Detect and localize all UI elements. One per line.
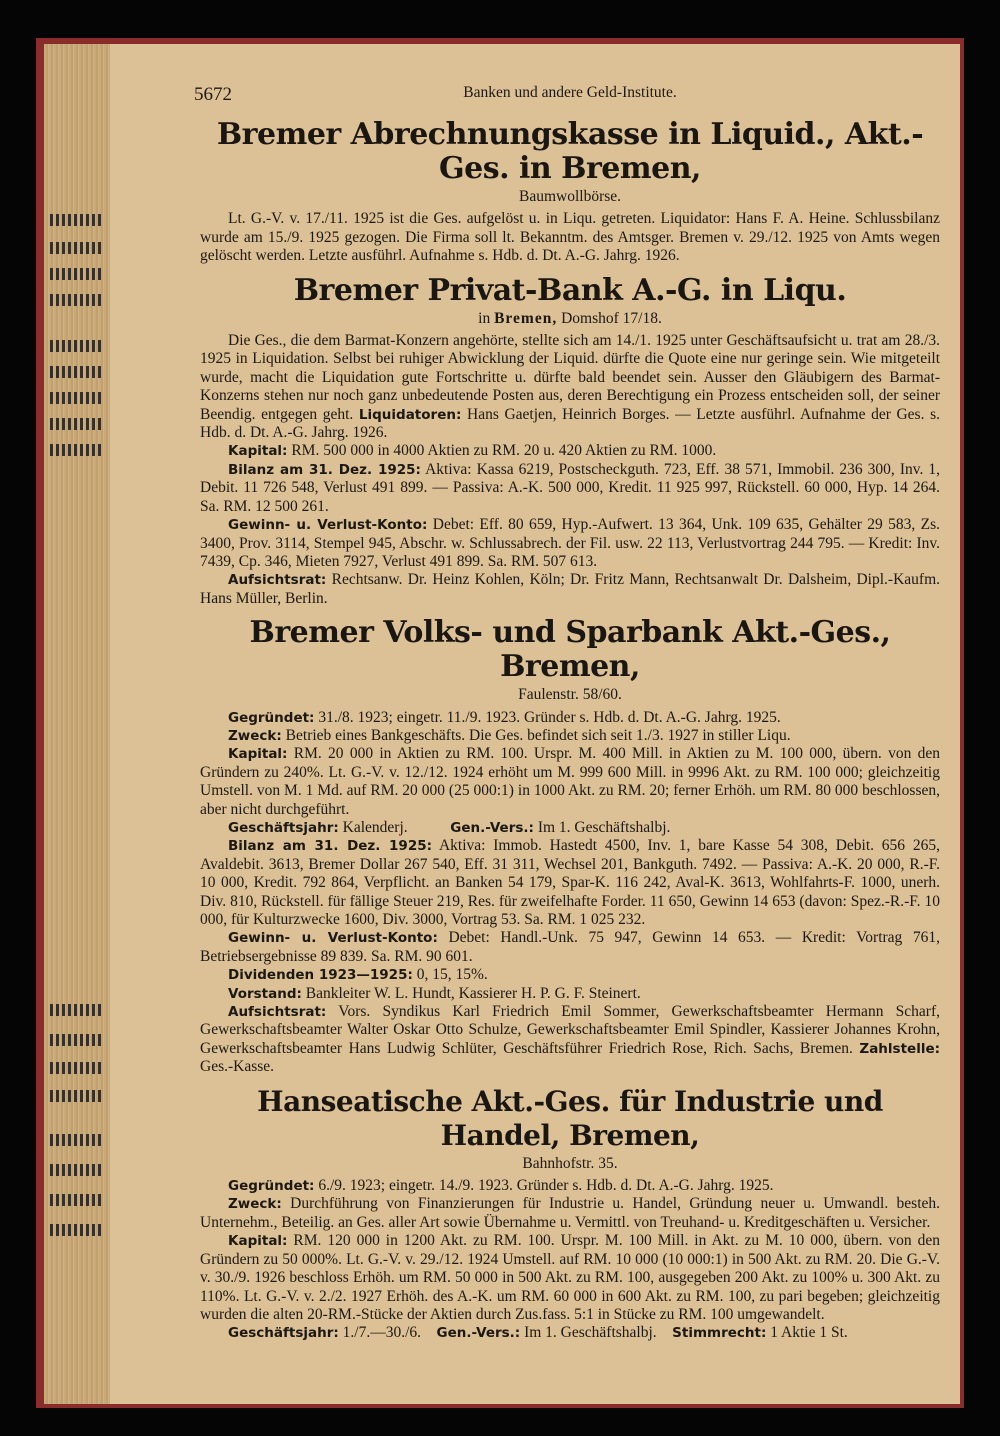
- entry-body: Lt. G.-V. v. 17./11. 1925 ist die Ges. aufgelöst u. in Liqu. getreten. Liquidator: Hans F. A. Heine. Schlussbilanz wurde am 15./9. 1925 gezogen. Die Firma soll lt. Bekanntm. des Amtsger. Bremen v. 29./12. 1925 von Amts wegen gelöscht werden. Letzte ausführl. Aufnahme s. Hdb. d. Dt. A.-G. Jahrg. 1926.: [200, 210, 940, 265]
- capital-text: RM. 20 000 in Aktien zu RM. 100. Urspr. M. 400 Mill. in Aktien zu M. 100 000, übern. von den Gründern zu 240%. Lt. G.-V. v. 12./12. 1924 erhöht um M. 999 600 Mill. in 9996 Akt. zu RM. 100 000; gleichzeitig Umstell. von M. 1 Md. auf RM. 20 000 (25 000:1) in 1000 Akt. zu RM. 20; ferner Erhöh. um RM. 80 000 beschlossen, aber nicht durchgeführt.: [200, 745, 941, 818]
- profit-loss-text: Debet: Handl.-Unk. 75 947, Gewinn 14 653. — Kredit: Vortrag 761, Betriebsergebnisse 89 839. Sa. RM. 90 601.: [200, 929, 941, 965]
- running-head-title: Banken und andere Geld-Institute.: [463, 84, 677, 101]
- entry-paragraph: [200, 745, 940, 819]
- general-meeting-label: Gen.-Vers.:: [450, 819, 534, 836]
- dividends-label: Dividenden 1923—1925:: [228, 967, 413, 984]
- entry-paragraph: [200, 461, 940, 516]
- liquidators-text: Hans Gaetjen, Heinrich Borges. — Letzte ausführl. Aufnahme der Ges. s. Hdb. d. Dt. A.-G. Jahrg. 1926.: [200, 405, 940, 442]
- intro-text: Die Ges., die dem Barmat-Konzern angehörte, stellte sich am 14./1. 1925 unter Geschäftsaufsicht u. trat am 28./3. 1925 in Liquidation. Selbst bei ruhiger Abwicklung der Liquid. dürfte die Quote eine nur geringe sein. Wie mitgeteilt wurde, macht die Liquidation gute Fortschritte u. dürfte bald beendet sein. Ausser den Gläubigern des Barmat-Konzerns stehen nur noch ganz unbedeutende Posten aus, deren Berechtigung ein Prozess entscheiden soll, der seiner Beendig. entgegen geht.: [200, 332, 940, 423]
- voting-right-text: 1 Aktie 1 St.: [770, 1324, 848, 1342]
- fiscal-year-label: Geschäftsjahr:: [228, 819, 339, 836]
- book-page: [44, 44, 960, 1404]
- entry-paragraph: [200, 1177, 940, 1195]
- balance-label: Bilanz am 31. Dez. 1925:: [228, 838, 433, 855]
- thumb-index-mark: [50, 1164, 102, 1176]
- entry-paragraph: [200, 929, 940, 966]
- fiscal-year-text: Kalenderj.: [342, 818, 408, 836]
- general-meeting-text: Im 1. Geschäftshalbj.: [524, 1324, 657, 1342]
- general-meeting-label: Gen.-Vers.:: [436, 1325, 521, 1342]
- entry-paragraph: [200, 571, 940, 608]
- thumb-index-mark: [50, 1090, 102, 1102]
- entry-paragraph: [200, 966, 940, 984]
- entry-paragraph: [200, 819, 940, 837]
- thumb-index-mark: [50, 242, 102, 254]
- thumb-index-mark: [50, 1194, 102, 1206]
- entry-address: [200, 310, 940, 328]
- board-label: Vorstand:: [228, 985, 302, 1002]
- balance-text: Aktiva: Immob. Hastedt 4500, Inv. 1, bare Kasse 54 308, Debit. 656 265, Avaldebit. 3613, Bremer Dollar 267 540, Eff. 31 311, Wechsel 201, Bankguth. 7492. — Passiva: A.-K. 20 000, R.-F. 10 000, Kredit. 792 864, Verpflicht. an Banken 54 179, Spar-K. 116 242, Aval-K. 3613, Wohlfahrts-F. 1000, unerh. Div. 810, Rückstell. für fällige Steuer 219, Res. für zweifelhafte Forder. 11 650, Gewinn 14 653 (davon: Spez.-R.-F. 10 000, für Kulturzwecke 1600, Div. 3000, Vortrag 53. Sa. RM. 1 025 232.: [200, 837, 940, 928]
- entry-title: Hanseatische Akt.-Ges. für Industrie und Handel, Bremen,: [257, 1084, 883, 1152]
- thumb-index-mark: [50, 214, 102, 226]
- balance-label: Bilanz am 31. Dez. 1925:: [228, 461, 421, 478]
- entry-paragraph: [200, 1003, 940, 1077]
- dividends-text: 0, 15, 15%.: [416, 966, 488, 984]
- purpose-label: Zweck:: [228, 1196, 282, 1213]
- founded-label: Gegründet:: [228, 709, 315, 726]
- voting-right-label: Stimmrecht:: [672, 1325, 767, 1342]
- entry-paragraph: [200, 1324, 940, 1342]
- entry-paragraph: [200, 985, 940, 1003]
- address-city: Bremen,: [494, 309, 558, 327]
- entry-address: Bahnhofstr. 35.: [522, 1154, 618, 1172]
- thumb-index-mark: [50, 366, 102, 378]
- page-text: [194, 80, 941, 1343]
- thumb-index-mark: [50, 340, 102, 352]
- entry-title: Bremer Volks- und Sparbank Akt.-Ges., Bremen,: [249, 615, 891, 685]
- entry-address: Faulenstr. 58/60.: [518, 686, 622, 704]
- entry-paragraph: [200, 332, 940, 442]
- purpose-label: Zweck:: [228, 727, 282, 744]
- liquidators-label: Liquidatoren:: [358, 406, 462, 423]
- thumb-index-mark: [50, 1062, 102, 1074]
- address-prefix: in: [478, 309, 491, 327]
- fiscal-year-text: 1./7.—30./6.: [342, 1324, 422, 1342]
- entry-address: Baumwollbörse.: [518, 188, 622, 205]
- balance-text: Aktiva: Kassa 6219, Postscheckguth. 723, Eff. 38 571, Immobil. 236 300, Inv. 1, Debit. 11 726 548, Verlust 491 899. — Passiva: A.-K. 500 000, Kredit. 11 925 997, Rückstell. 60 000, Hyp. 14 264. Sa. RM. 12 500 261.: [200, 460, 940, 515]
- supervisory-board-label: Aufsichtsrat:: [228, 572, 327, 589]
- capital-label: Kapital:: [228, 1233, 288, 1250]
- thumb-index-mark: [50, 1224, 102, 1236]
- profit-loss-label: Gewinn- u. Verlust-Konto:: [228, 930, 438, 947]
- board-text: Bankleiter W. L. Hundt, Kassierer H. P. G. F. Steinert.: [305, 984, 641, 1002]
- general-meeting-text: Im 1. Geschäftshalbj.: [537, 818, 671, 836]
- capital-text: RM. 120 000 in 1200 Akt. zu RM. 100. Urspr. M. 100 Mill. in Akt. zu M. 10 000, übern. von den Gründern zu 50 000%. Lt. G.-V. v. 29./12. 1924 Umstell. auf RM. 10 000 (10 000:1) in 500 Akt. zu RM. 20. Die G.-V. v. 30./9. 1926 beschloss Erhöh. um RM. 50 000 in 500 Akt. zu RM. 100, ausgegeben 200 Akt. zu 100% u. 300 Akt. zu 110%. Lt. G.-V. v. 2./2. 1927 Erhöh. des A.-K. um RM. 60 000 in 600 Akt. zu RM. 100, zu pari begeben; gleichzeitig wurden die alten 20-RM.-Stücke der Aktien durch Zus.fass. 5:1 in Stücke zu RM. 100 umgewandelt.: [200, 1232, 940, 1323]
- thumb-index-mark: [50, 392, 102, 404]
- founded-text: 31./8. 1923; eingetr. 11./9. 1923. Gründer s. Hdb. d. Dt. A.-G. Jahrg. 1925.: [318, 708, 781, 726]
- entry-paragraph: [200, 709, 940, 727]
- supervisory-board-label: Aufsichtsrat:: [228, 1004, 327, 1021]
- purpose-text: Durchführung von Finanzierungen für Industrie u. Handel, Gründung neuer u. Umwandl. besteh. Unternehm., Beteilig. an Ges. aller Art sowie Übernahme u. Vermittl. von Treuhand- u. Kreditgeschäften u. Versicher.: [200, 1195, 941, 1231]
- entry-title: Bremer Privat-Bank A.-G. in Liqu.: [293, 272, 847, 308]
- founded-label: Gegründet:: [228, 1178, 315, 1195]
- running-header: [194, 80, 940, 110]
- entry-paragraph: [200, 516, 940, 571]
- thumb-index-mark: [50, 1004, 102, 1016]
- entry-paragraph: [200, 442, 940, 460]
- entry-paragraph: [200, 1232, 940, 1324]
- page-edge-stack: [44, 44, 110, 1404]
- supervisory-board-text: Vors. Syndikus Karl Friedrich Emil Sommer, Gewerkschaftsbeamter Hermann Scharf, Gewerkschaftsbeamter Walter Oskar Otto Schulze, Gewerkschaftsbeamter Emil Spindler, Kassierer Johannes Krohn, Gewerkschaftsbeamter Hans Ludwig Schlüter, Geschäftsführer Friedrich Rose, Rich. Sachs, Bremen.: [200, 1003, 940, 1057]
- capital-label: Kapital:: [228, 443, 288, 460]
- entry-paragraph: [200, 837, 940, 929]
- entry-paragraph: [200, 727, 940, 745]
- thumb-index-mark: [50, 294, 102, 306]
- fiscal-year-label: Geschäftsjahr:: [228, 1325, 339, 1342]
- thumb-index-mark: [50, 268, 102, 280]
- thumb-index-mark: [50, 1034, 102, 1046]
- entry-title: Bremer Abrechnungskasse in Liquid., Akt.-Ges. in Bremen,: [216, 117, 924, 186]
- paying-agent-label: Zahlstelle:: [859, 1040, 940, 1057]
- page-number: 5672: [194, 84, 232, 105]
- entry-paragraph: [200, 1195, 940, 1232]
- thumb-index-mark: [50, 444, 102, 456]
- supervisory-board-text: Rechtsanw. Dr. Heinz Kohlen, Köln; Dr. Fritz Mann, Rechtsanwalt Dr. Dalsheim, Dipl.-Kaufm. Hans Müller, Berlin.: [200, 571, 940, 607]
- capital-text: RM. 500 000 in 4000 Aktien zu RM. 20 u. 420 Aktien zu RM. 1000.: [291, 442, 717, 460]
- thumb-index-mark: [50, 418, 102, 430]
- profit-loss-text: Debet: Eff. 80 659, Hyp.-Aufwert. 13 364, Unk. 109 635, Gehälter 29 583, Zs. 3400, Prov. 3114, Stempel 945, Abschr. w. Schlussabrech. der Fil. usw. 22 113, Verlustvortrag 244 795. — Kredit: Inv. 7439, Cp. 346, Mieten 7927, Verlust 491 899. Sa. RM. 507 613.: [200, 516, 941, 570]
- address-street: Domshof 17/18.: [561, 309, 662, 327]
- profit-loss-label: Gewinn- u. Verlust-Konto:: [228, 517, 428, 534]
- capital-label: Kapital:: [228, 746, 288, 763]
- thumb-index-mark: [50, 1134, 102, 1146]
- purpose-text: Betrieb eines Bankgeschäfts. Die Ges. befindet sich seit 1./3. 1927 in stiller Liqu.: [285, 726, 791, 744]
- founded-text: 6./9. 1923; eingetr. 14./9. 1923. Gründer s. Hdb. d. Dt. A.-G. Jahrg. 1925.: [318, 1177, 774, 1195]
- paying-agent-text: Ges.-Kasse.: [200, 1058, 275, 1076]
